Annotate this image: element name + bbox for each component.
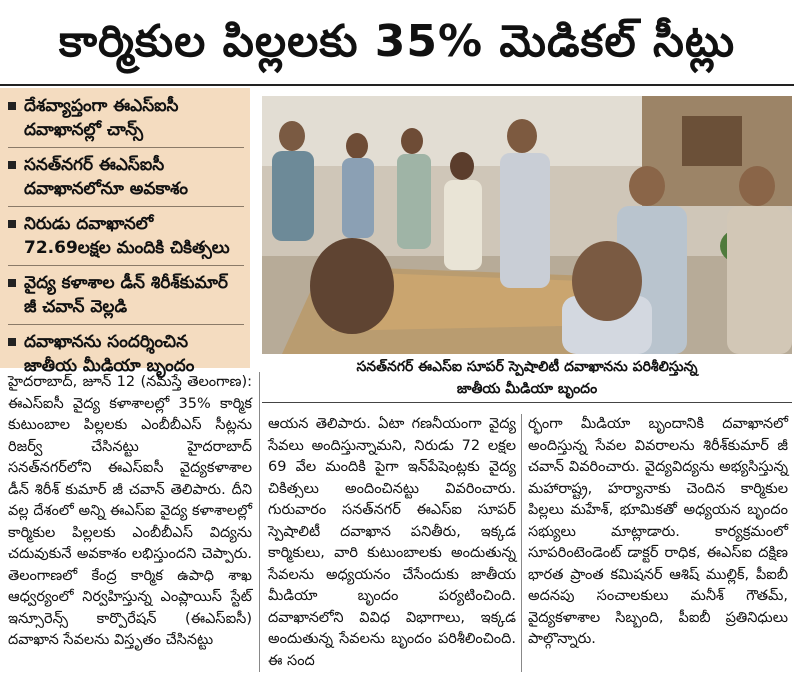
news-photo <box>262 96 792 354</box>
headline: కార్మికుల పిల్లలకు 35% మెడికల్ సీట్లు <box>58 16 736 67</box>
article-text: ర్భంగా మీడియా బృందానికి దవాఖానలో అందిస్తున్న సేవల వివరాలను శిరీశ్‌కుమార్ జీ చవాన్ వివరించారు. వైద్యవిద్యను అభ్యసిస్తున్న మహారాష్ట్ర, హర్యానాకు చెందిన కార్మికుల పిల్లలు మహేశ్, భూమికతో అధ్యయన బృందం సభ్యులు మాట్లాడారు. కార్యక్రమంలో సూపరింటెండెంట్ డాక్టర్ రాధిక, ఈఎస్ఐ దక్షిణ భారత ప్రాంత కమిషనర్ ఆశిష్ ముల్లిక్, పీఐబీ అదనపు సంచాలకులు మనీశ్ గౌతమ్, వైద్యకళాశాల సిబ్బంది, పీఐబీ ప్రతినిధులు పాల్గొన్నారు. <box>528 416 788 647</box>
highlight-text: నిరుడు దవాఖానలో 72.69లక్షల మందికి చికిత్సలు <box>24 214 230 258</box>
headline-rule <box>0 84 794 86</box>
caption-rule <box>262 402 792 403</box>
bullet-square-icon <box>8 102 16 110</box>
highlight-text: సనత్‌నగర్ ఈఎస్ఐసీ దవాఖానలోనూ అవకాశం <box>24 155 189 199</box>
highlight-divider <box>8 265 244 266</box>
column-divider <box>259 372 260 672</box>
highlight-text: వైద్య కళాశాల డీన్ శిరీశ్‌కుమార్ జీ చవాన్ వెల్లడి <box>24 273 228 317</box>
photo-caption <box>262 356 792 402</box>
highlight-item <box>8 153 244 201</box>
article-column-2 <box>268 414 516 672</box>
highlight-divider <box>8 324 244 325</box>
highlight-item <box>8 330 244 378</box>
article-column-1 <box>8 372 252 652</box>
article-text: హైదరాబాద్, జూన్ 12 (నమస్తే తెలంగాణ): ఈఎస్ఐసీ వైద్య కళాశాలల్లో 35% కార్మిక కుటుంబాల పిల్లలకు ఎంబీబీఎస్ సీట్లను రిజర్వ్ చేసినట్టు హైదరాబాద్ సనత్‌నగర్‌లోని ఈఎస్ఐసీ వైద్యకళాశాల డీన్ శిరీశ్ కుమార్ జీ చవాన్ తెలిపారు. దీని వల్ల దేశంలో అన్ని ఈఎస్ఐ వైద్య కళాశాలల్లో కార్మికుల పిల్లలకు ఎంబీబీఎస్ విద్యను చదువుకునే అవకాశం లభిస్తుందని చెప్పారు. తెలంగాణలో కేంద్ర కార్మిక ఉపాధి శాఖ ఆధ్వర్యంలో నిర్వహిస్తున్న ఎంప్లాయిస్ స్టేట్ ఇన్సూరెన్స్ కార్పొరేషన్ (ఈఎస్ఐసీ) దవాఖాన సేవలను విస్తృతం చేసినట్టు <box>8 374 252 648</box>
highlight-item <box>8 271 244 319</box>
bullet-square-icon <box>8 279 16 287</box>
highlight-item <box>8 212 244 260</box>
article-text: ఆయన తెలిపారు. ఏటా గణనీయంగా వైద్య సేవలు అందిస్తున్నామని, నిరుడు 72 లక్షల 69 వేల మందికి పైగా ఇన్‌పేషెంట్లకు వైద్య చికిత్సలు అందించినట్టు వివరించారు. గురువారం సనత్‌నగర్ ఈఎస్ఐ సూపర్ స్పెషాలిటీ దవాఖాన పనితీరు, ఇక్కడ కార్మికులు, వారి కుటుంబాలకు అందుతున్న సేవలను అధ్యయనం చేసేందుకు జాతీయ మీడియా బృందం పర్యటించింది. దవాఖానలోని వివిధ విభాగాలు, ఇక్కడ అందుతున్న సేవలను బృందం పరిశీలించింది. ఈ సంద <box>268 416 516 669</box>
highlights-box <box>0 88 250 376</box>
column-divider <box>521 414 522 672</box>
caption-line: సనత్‌నగర్ ఈఎస్ఐ సూపర్ స్పెషాలిటీ దవాఖానను పరిశీలిస్తున్న <box>356 359 698 375</box>
highlight-text: దేశవ్యాప్తంగా ఈఎస్ఐసీ దవాఖానల్లో చాన్స్ <box>24 96 179 140</box>
caption-line: జాతీయ మీడియా బృందం <box>456 381 598 397</box>
bullet-square-icon <box>8 220 16 228</box>
highlight-divider <box>8 206 244 207</box>
highlight-text: దవాఖానను సందర్శించిన జాతీయ మీడియా బృందం <box>24 332 195 376</box>
highlight-item <box>8 94 244 142</box>
highlight-divider <box>8 147 244 148</box>
bullet-square-icon <box>8 338 16 346</box>
bullet-square-icon <box>8 161 16 169</box>
photo-illustration <box>262 96 792 354</box>
article-column-3 <box>528 414 788 651</box>
